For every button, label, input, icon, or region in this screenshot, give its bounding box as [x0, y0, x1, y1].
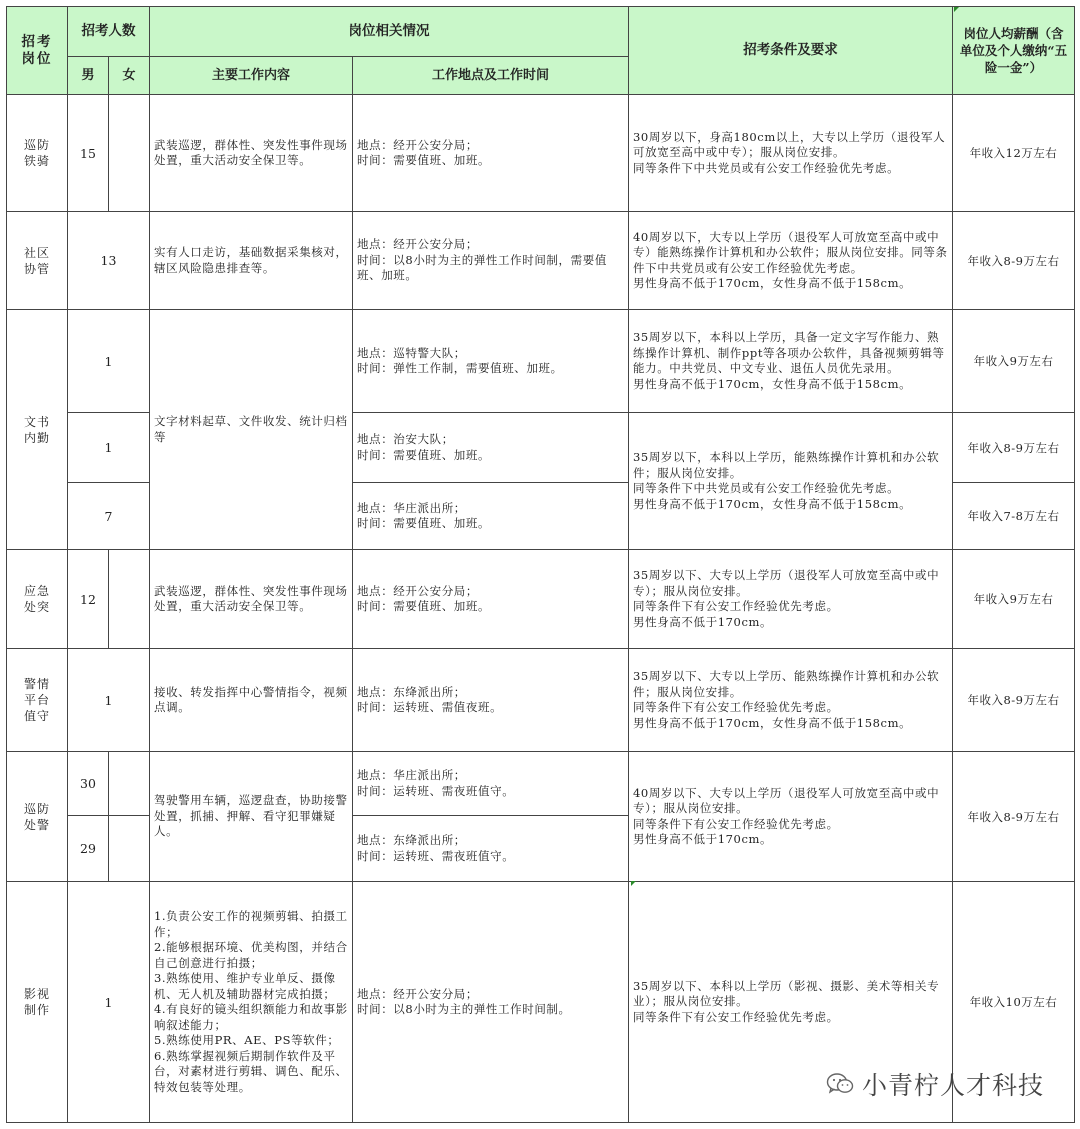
header-requirements: 招考条件及要求	[629, 7, 953, 95]
time-text: 时间：需要值班、加班。	[357, 516, 491, 530]
place-text: 地点：东绛派出所；	[357, 833, 466, 847]
header-post: 招考岗位	[7, 7, 68, 95]
requirements-cell	[629, 95, 953, 212]
header-female: 女	[109, 57, 150, 95]
female-count	[109, 816, 150, 882]
female-count	[109, 550, 150, 649]
time-text: 时间：运转班、需夜班值守。	[357, 783, 515, 798]
req-line: 同等条件下中共党员或有公安工作经验优先考虑。	[633, 160, 900, 175]
place-text: 地点：东绛派出所；	[357, 684, 466, 699]
requirements-cell	[629, 649, 953, 752]
salary-cell: 年收入7-8万左右	[953, 483, 1075, 550]
salary-cell: 年收入8-9万左右	[953, 752, 1075, 882]
place-time-cell	[353, 413, 629, 483]
time-text: 时间：需要值班、加班。	[357, 447, 491, 462]
post-name: 警情平台值守	[7, 649, 68, 752]
place-text: 地点：经开公安分局；	[357, 583, 478, 598]
place-time-cell	[353, 95, 629, 212]
place-time-cell	[353, 550, 629, 649]
watermark-text: 小青柠人才科技	[862, 1071, 1045, 1100]
time-text: 时间：运转班、需夜班值守。	[357, 848, 515, 863]
duty-cell: 武装巡逻，群体性、突发性事件现场处置，重大活动安全保卫等。	[150, 550, 353, 649]
req-line: 男性身高不低于170cm，女性身高不低于158cm。	[633, 276, 912, 290]
place-text: 地点：巡特警大队；	[357, 345, 466, 360]
salary-cell: 年收入10万左右	[953, 882, 1075, 1123]
requirements-cell	[629, 550, 953, 649]
place-text: 地点：华庄派出所；	[357, 500, 466, 515]
time-text: 时间：以8小时为主的弹性工作时间制，需要值班、加班。	[357, 252, 607, 283]
place-text: 地点：治安大队；	[357, 432, 454, 446]
post-name: 社区协管	[7, 212, 68, 310]
salary-cell: 年收入12万左右	[953, 95, 1075, 212]
place-time-cell	[353, 816, 629, 882]
total-count: 7	[68, 483, 150, 550]
header-count: 招考人数	[68, 7, 150, 57]
place-time-cell	[353, 752, 629, 816]
time-text: 时间：运转班、需值夜班。	[357, 700, 503, 714]
requirements-cell	[629, 413, 953, 550]
recruitment-table	[6, 6, 1075, 1123]
post-name: 文书内勤	[7, 310, 68, 550]
time-text: 时间：以8小时为主的弹性工作时间制。	[357, 1002, 571, 1016]
time-text: 时间：需要值班、加班。	[357, 599, 491, 613]
salary-cell: 年收入9万左右	[953, 310, 1075, 413]
header-place-time: 工作地点及工作时间	[353, 57, 629, 95]
salary-cell: 年收入9万左右	[953, 550, 1075, 649]
total-count: 1	[68, 413, 150, 483]
place-text: 地点：经开公安分局；	[357, 137, 478, 152]
duty-cell	[150, 882, 353, 1123]
req-line: 同等条件下中共党员或有公安工作经验优先考虑。	[633, 481, 900, 495]
req-line: 男性身高不低于170cm。	[633, 832, 773, 846]
table-row	[7, 212, 1075, 310]
total-count: 1	[68, 649, 150, 752]
place-time-cell	[353, 310, 629, 413]
duty-cell: 接收、转发指挥中心警情指令，视频点调。	[150, 649, 353, 752]
female-count	[109, 752, 150, 816]
duty-line: 6.熟练掌握视频后期制作软件及平台，对素材进行剪辑、调色、配乐、特效包装等处理。	[154, 1048, 348, 1094]
header-male: 男	[68, 57, 109, 95]
male-count: 30	[68, 752, 109, 816]
total-count: 1	[68, 310, 150, 413]
place-time-cell	[353, 212, 629, 310]
duty-line: 1.负责公安工作的视频剪辑、拍摄工作；	[154, 909, 348, 939]
salary-cell: 年收入8-9万左右	[953, 413, 1075, 483]
post-name: 影视制作	[7, 882, 68, 1123]
table-row	[7, 310, 1075, 413]
place-time-cell	[353, 882, 629, 1123]
requirements-cell	[629, 212, 953, 310]
req-line: 同等条件下有公安工作经验优先考虑。	[633, 599, 839, 613]
req-line: 30周岁以下，身高180cm以上，大专以上学历（退役军人可放宽至高中或中专）；服从岗位安排。	[633, 129, 946, 160]
req-line: 40周岁以下、大专以上学历（退役军人可放宽至高中或中专）；服从岗位安排。	[633, 785, 940, 815]
cell-comment-marker	[631, 881, 636, 886]
req-line: 男性身高不低于170cm，女性身高不低于158cm。	[633, 496, 912, 511]
duty-cell: 驾驶警用车辆，巡逻盘查，协助接警处置，抓捕、押解、看守犯罪嫌疑人。	[150, 752, 353, 882]
header-duty: 主要工作内容	[150, 57, 353, 95]
post-name: 巡防处警	[7, 752, 68, 882]
total-count: 1	[68, 882, 150, 1123]
duty-line: 2.能够根据环境、优美构图，并结合自己创意进行拍摄；	[154, 940, 348, 970]
duty-line: 5.熟练使用PR、AE、PS等软件；	[154, 1033, 340, 1047]
req-line: 35周岁以下，本科以上学历，能熟练操作计算机和办公软件；服从岗位安排。	[633, 450, 940, 480]
req-line: 男性身高不低于170cm。	[633, 614, 773, 629]
req-line: 35周岁以下，本科以上学历，具备一定文字写作能力、熟练操作计算机、制作ppt等各项办公软件，具备视频剪辑等能力。中共党员、中文专业、退伍人员优先录用。	[633, 330, 945, 375]
female-count	[109, 95, 150, 212]
salary-cell: 年收入8-9万左右	[953, 649, 1075, 752]
male-count: 15	[68, 95, 109, 212]
time-text: 时间：弹性工作制，需要值班、加班。	[357, 361, 563, 375]
wechat-icon	[826, 1072, 854, 1096]
table-row	[7, 95, 1075, 212]
duty-cell: 武装巡逻，群体性、突发性事件现场处置，重大活动安全保卫等。	[150, 95, 353, 212]
time-text: 时间：需要值班、加班。	[357, 153, 491, 167]
requirements-cell	[629, 752, 953, 882]
req-line: 35周岁以下、大专以上学历（退役军人可放宽至高中或中专）；服从岗位安排。	[633, 568, 940, 598]
duty-cell: 文字材料起草、文件收发、统计归档等	[150, 310, 353, 550]
post-name: 应急处突	[7, 550, 68, 649]
req-line: 男性身高不低于170cm，女性身高不低于158cm。	[633, 376, 912, 391]
req-line: 男性身高不低于170cm，女性身高不低于158cm。	[633, 715, 912, 730]
table-row	[7, 752, 1075, 816]
place-text: 地点：经开公安分局；	[357, 986, 478, 1001]
cell-comment-marker	[954, 7, 959, 12]
male-count: 29	[68, 816, 109, 882]
header-salary: 岗位人均薪酬（含单位及个人缴纳“五险一金”）	[953, 7, 1075, 95]
header-row-1	[7, 7, 1075, 57]
req-line: 同等条件下有公安工作经验优先考虑。	[633, 1009, 839, 1024]
place-text: 地点：华庄派出所；	[357, 768, 466, 782]
table-row	[7, 649, 1075, 752]
duty-cell: 实有人口走访，基础数据采集核对，辖区风险隐患排查等。	[150, 212, 353, 310]
req-line: 35周岁以下、本科以上学历（影视、摄影、美术等相关专业）；服从岗位安排。	[633, 978, 940, 1009]
salary-cell: 年收入8-9万左右	[953, 212, 1075, 310]
req-line: 同等条件下有公安工作经验优先考虑。	[633, 816, 839, 831]
post-name: 巡防铁骑	[7, 95, 68, 212]
duty-line: 4.有良好的镜头组织额能力和故事影响叙述能力；	[154, 1002, 348, 1032]
requirements-cell	[629, 310, 953, 413]
header-info: 岗位相关情况	[150, 7, 629, 57]
table-row	[7, 550, 1075, 649]
place-time-cell	[353, 483, 629, 550]
total-count: 13	[68, 212, 150, 310]
male-count: 12	[68, 550, 109, 649]
place-time-cell	[353, 649, 629, 752]
req-line: 40周岁以下，大专以上学历（退役军人可放宽至高中或中专）能熟练操作计算机和办公软件；服从岗位安排。同等条件下中共党员或有公安工作经验优先考虑。	[633, 229, 948, 275]
watermark	[826, 1066, 1044, 1102]
duty-line: 3.熟练使用、维护专业单反、摄像机、无人机及辅助器材完成拍摄；	[154, 971, 336, 1001]
req-line: 同等条件下有公安工作经验优先考虑。	[633, 700, 839, 714]
req-line: 35周岁以下、大专以上学历、能熟练操作计算机和办公软件；服从岗位安排。	[633, 669, 940, 699]
place-text: 地点：经开公安分局；	[357, 237, 478, 252]
